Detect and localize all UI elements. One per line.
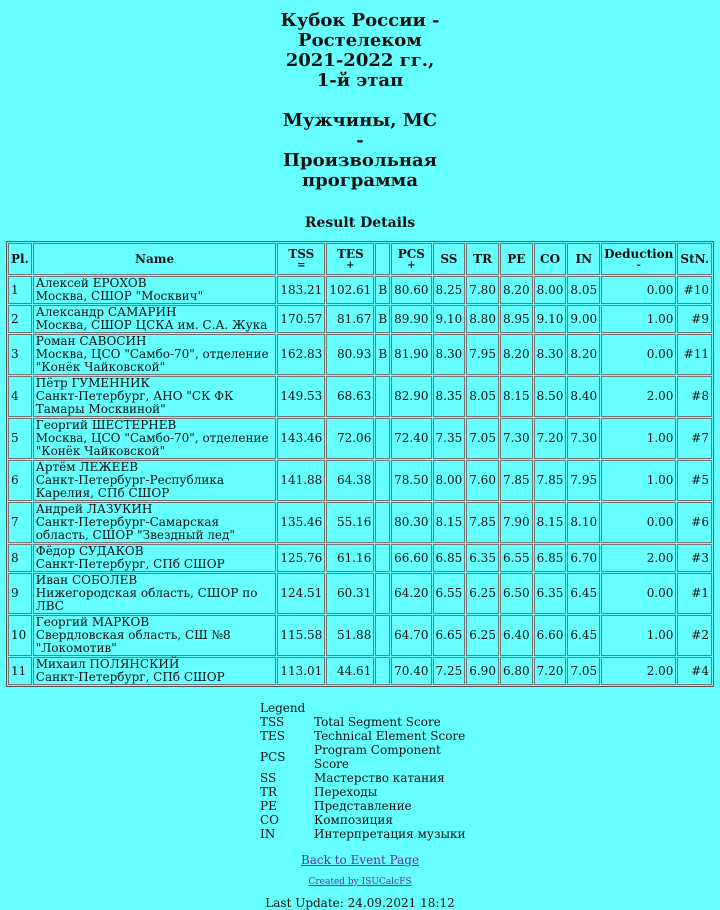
legend-abbr: TES xyxy=(260,729,285,743)
cell-bonus: B xyxy=(375,276,390,304)
cell-tes: 72.06 xyxy=(326,418,374,459)
cell-pcs: 78.50 xyxy=(391,460,431,501)
cell-tes: 55.16 xyxy=(326,502,374,543)
cell-ss: 6.55 xyxy=(433,573,466,614)
cell-ss: 8.15 xyxy=(433,502,466,543)
legend-abbr: PE xyxy=(260,799,277,813)
cell-name xyxy=(33,573,277,614)
col-header-start-number: StN. xyxy=(677,243,712,275)
legend-abbr: PCS xyxy=(260,750,286,764)
event-title-line: 1-й этап xyxy=(316,70,404,91)
cell-place: 8 xyxy=(8,544,32,572)
cell-tes: 102.61 xyxy=(326,276,374,304)
legend-item xyxy=(258,785,468,799)
category-title-line: Произвольная xyxy=(283,150,437,171)
cell-bonus xyxy=(375,376,390,417)
cell-deduction: 1.00 xyxy=(601,305,676,333)
cell-co: 8.30 xyxy=(534,334,567,375)
cell-tr: 7.05 xyxy=(466,418,499,459)
cell-tss: 141.88 xyxy=(277,460,325,501)
cell-in: 8.10 xyxy=(567,502,600,543)
table-row xyxy=(8,376,712,417)
cell-deduction: 0.00 xyxy=(601,502,676,543)
cell-tes: 61.16 xyxy=(326,544,374,572)
cell-deduction: 1.00 xyxy=(601,418,676,459)
skater-club: Москва, СШОР ЦСКА им. С.А. Жука xyxy=(35,318,268,332)
table-row xyxy=(8,418,712,459)
cell-tr: 7.80 xyxy=(466,276,499,304)
cell-tes: 44.61 xyxy=(326,657,374,685)
cell-pe: 6.55 xyxy=(500,544,533,572)
cell-tss: 143.46 xyxy=(277,418,325,459)
cell-co: 6.60 xyxy=(534,615,567,656)
legend-item xyxy=(258,799,468,813)
cell-bonus xyxy=(375,418,390,459)
legend-item xyxy=(258,813,468,827)
legend-desc: Представление xyxy=(314,799,412,813)
legend-abbr: TR xyxy=(260,785,278,799)
skater-name: Артём ЛЕЖЕЕВ xyxy=(35,460,139,474)
cell-place: 10 xyxy=(8,615,32,656)
cell-tr: 6.25 xyxy=(466,573,499,614)
skater-club: Санкт-Петербург-Республика Карелия, СПб СШОР xyxy=(35,473,225,500)
cell-ss: 8.30 xyxy=(433,334,466,375)
cell-tr: 8.05 xyxy=(466,376,499,417)
cell-ss: 8.35 xyxy=(433,376,466,417)
cell-ss: 6.85 xyxy=(433,544,466,572)
cell-start-number: #4 xyxy=(677,657,712,685)
skater-name: Георгий ШЕСТЕРНЕВ xyxy=(35,418,177,432)
cell-name xyxy=(33,276,277,304)
cell-ss: 7.25 xyxy=(433,657,466,685)
cell-co: 7.20 xyxy=(534,418,567,459)
cell-pe: 8.95 xyxy=(500,305,533,333)
cell-pe: 8.15 xyxy=(500,376,533,417)
col-header-tr: TR xyxy=(466,243,499,275)
cell-place: 6 xyxy=(8,460,32,501)
table-row xyxy=(8,276,712,304)
results-table xyxy=(6,241,714,687)
legend-title-row xyxy=(258,701,468,715)
legend-abbr: SS xyxy=(260,771,277,785)
cell-pcs: 80.30 xyxy=(391,502,431,543)
cell-tr: 6.35 xyxy=(466,544,499,572)
cell-start-number: #3 xyxy=(677,544,712,572)
cell-co: 7.85 xyxy=(534,460,567,501)
cell-name xyxy=(33,502,277,543)
cell-start-number: #9 xyxy=(677,305,712,333)
cell-pe: 6.80 xyxy=(500,657,533,685)
cell-tss: 115.58 xyxy=(277,615,325,656)
col-header-name: Name xyxy=(33,243,277,275)
col-header-place: Pl. xyxy=(8,243,32,275)
skater-club: Свердловская область, СШ №8 "Локомотив" xyxy=(35,628,231,655)
cell-place: 3 xyxy=(8,334,32,375)
cell-pcs: 89.90 xyxy=(391,305,431,333)
col-header-pcs xyxy=(391,243,431,275)
skater-name: Александр САМАРИН xyxy=(35,305,177,319)
col-header-pcs-sign: + xyxy=(407,259,416,271)
col-header-pe: PE xyxy=(500,243,533,275)
skater-name: Роман САВОСИН xyxy=(35,334,147,348)
col-header-tss-sign: = xyxy=(297,259,306,271)
col-header-tes-label: TES xyxy=(336,246,364,261)
skater-club: Москва, ЦСО "Самбо-70", отделение "Конёк Чайковской" xyxy=(35,431,269,458)
skater-name: Андрей ЛАЗУКИН xyxy=(35,502,153,516)
cell-tss: 183.21 xyxy=(277,276,325,304)
result-details-heading: Result Details xyxy=(304,215,416,231)
cell-place: 7 xyxy=(8,502,32,543)
cell-co: 7.20 xyxy=(534,657,567,685)
col-header-deduction xyxy=(601,243,676,275)
table-row xyxy=(8,544,712,572)
table-header-row xyxy=(8,243,712,275)
cell-co: 6.85 xyxy=(534,544,567,572)
col-header-co: CO xyxy=(534,243,567,275)
cell-tes: 60.31 xyxy=(326,573,374,614)
legend-desc: Интерпретация музыки xyxy=(314,827,466,841)
cell-start-number: #8 xyxy=(677,376,712,417)
col-header-tss xyxy=(277,243,325,275)
table-row xyxy=(8,334,712,375)
event-title-line: Ростелеком xyxy=(298,30,422,51)
skater-club: Москва, ЦСО "Самбо-70", отделение "Конёк Чайковской" xyxy=(35,347,269,374)
category-title-line: программа xyxy=(302,170,418,191)
cell-tr: 7.95 xyxy=(466,334,499,375)
legend-desc: Total Segment Score xyxy=(314,715,441,729)
cell-tss: 149.53 xyxy=(277,376,325,417)
cell-in: 8.20 xyxy=(567,334,600,375)
cell-ss: 8.25 xyxy=(433,276,466,304)
cell-tr: 6.90 xyxy=(466,657,499,685)
skater-name: Георгий МАРКОВ xyxy=(35,615,150,629)
cell-name xyxy=(33,334,277,375)
cell-pcs: 80.60 xyxy=(391,276,431,304)
cell-name xyxy=(33,544,277,572)
cell-in: 6.45 xyxy=(567,573,600,614)
cell-ss: 7.35 xyxy=(433,418,466,459)
cell-place: 4 xyxy=(8,376,32,417)
legend-desc: Program Component Score xyxy=(314,743,441,771)
cell-place: 2 xyxy=(8,305,32,333)
cell-in: 7.95 xyxy=(567,460,600,501)
back-to-event-link[interactable]: Back to Event Page xyxy=(300,853,420,867)
event-title xyxy=(0,0,720,91)
cell-start-number: #1 xyxy=(677,573,712,614)
skater-name: Фёдор СУДАКОВ xyxy=(35,544,144,558)
col-header-tss-label: TSS xyxy=(288,246,315,261)
cell-in: 6.70 xyxy=(567,544,600,572)
col-header-deduction-label: Deduction xyxy=(604,246,674,261)
cell-bonus xyxy=(375,615,390,656)
cell-tss: 170.57 xyxy=(277,305,325,333)
event-title-line: Кубок России - xyxy=(280,10,440,31)
cell-tss: 124.51 xyxy=(277,573,325,614)
category-title xyxy=(0,111,720,191)
cell-pcs: 70.40 xyxy=(391,657,431,685)
cell-pcs: 81.90 xyxy=(391,334,431,375)
cell-in: 8.05 xyxy=(567,276,600,304)
cell-deduction: 0.00 xyxy=(601,276,676,304)
cell-deduction: 2.00 xyxy=(601,544,676,572)
cell-deduction: 1.00 xyxy=(601,460,676,501)
skater-club: Санкт-Петербург-Самарская область, СШОР "Звездный лед" xyxy=(35,515,235,542)
cell-ss: 8.00 xyxy=(433,460,466,501)
cell-place: 11 xyxy=(8,657,32,685)
cell-tr: 7.60 xyxy=(466,460,499,501)
cell-tss: 113.01 xyxy=(277,657,325,685)
cell-co: 9.10 xyxy=(534,305,567,333)
cell-name xyxy=(33,305,277,333)
cell-in: 7.05 xyxy=(567,657,600,685)
cell-bonus: B xyxy=(375,305,390,333)
col-header-tes xyxy=(326,243,374,275)
cell-pe: 7.30 xyxy=(500,418,533,459)
cell-start-number: #2 xyxy=(677,615,712,656)
table-row xyxy=(8,573,712,614)
cell-name xyxy=(33,460,277,501)
legend-item xyxy=(258,743,468,771)
created-by-container xyxy=(0,877,720,887)
cell-tss: 162.83 xyxy=(277,334,325,375)
category-title-line: - xyxy=(356,130,364,151)
cell-tss: 125.76 xyxy=(277,544,325,572)
legend-desc: Technical Element Score xyxy=(314,729,466,743)
cell-pcs: 72.40 xyxy=(391,418,431,459)
cell-name xyxy=(33,615,277,656)
cell-pe: 7.90 xyxy=(500,502,533,543)
legend-abbr: CO xyxy=(260,813,280,827)
legend-item xyxy=(258,715,468,729)
cell-co: 8.50 xyxy=(534,376,567,417)
cell-name xyxy=(33,657,277,685)
legend-abbr: TSS xyxy=(260,715,285,729)
cell-tr: 6.25 xyxy=(466,615,499,656)
cell-bonus xyxy=(375,544,390,572)
skater-name: Алексей ЕРОХОВ xyxy=(35,276,147,290)
col-header-deduction-sign: - xyxy=(636,259,641,271)
cell-deduction: 2.00 xyxy=(601,376,676,417)
legend-table xyxy=(258,701,468,841)
col-header-bonus xyxy=(375,243,390,275)
cell-pe: 8.20 xyxy=(500,276,533,304)
last-update-text: Last Update: 24.09.2021 18:12 xyxy=(265,896,455,910)
col-header-in: IN xyxy=(567,243,600,275)
cell-tr: 8.80 xyxy=(466,305,499,333)
cell-in: 6.45 xyxy=(567,615,600,656)
cell-start-number: #10 xyxy=(677,276,712,304)
cell-place: 5 xyxy=(8,418,32,459)
created-by-link[interactable]: Created by ISUCalcFS xyxy=(308,877,412,887)
table-row xyxy=(8,502,712,543)
cell-co: 8.00 xyxy=(534,276,567,304)
cell-place: 9 xyxy=(8,573,32,614)
skater-club: Санкт-Петербург, СПб СШОР xyxy=(35,557,225,571)
cell-deduction: 2.00 xyxy=(601,657,676,685)
legend-title: Legend xyxy=(260,701,306,715)
skater-name: Михаил ПОЛЯНСКИЙ xyxy=(35,657,180,671)
cell-start-number: #5 xyxy=(677,460,712,501)
legend-item xyxy=(258,771,468,785)
cell-deduction: 0.00 xyxy=(601,573,676,614)
cell-start-number: #6 xyxy=(677,502,712,543)
cell-ss: 9.10 xyxy=(433,305,466,333)
skater-name: Иван СОБОЛЕВ xyxy=(35,573,138,587)
legend-desc: Мастерство катания xyxy=(314,771,445,785)
legend-item xyxy=(258,827,468,841)
back-link-container xyxy=(0,853,720,867)
table-row xyxy=(8,305,712,333)
legend-desc: Переходы xyxy=(314,785,378,799)
cell-name xyxy=(33,418,277,459)
cell-co: 8.15 xyxy=(534,502,567,543)
table-row xyxy=(8,615,712,656)
cell-start-number: #7 xyxy=(677,418,712,459)
skater-club: Москва, СШОР "Москвич" xyxy=(35,289,204,303)
legend-item xyxy=(258,729,468,743)
cell-pe: 8.20 xyxy=(500,334,533,375)
col-header-tes-sign: + xyxy=(346,259,355,271)
table-row xyxy=(8,657,712,685)
cell-in: 7.30 xyxy=(567,418,600,459)
cell-in: 9.00 xyxy=(567,305,600,333)
cell-bonus xyxy=(375,502,390,543)
cell-tes: 80.93 xyxy=(326,334,374,375)
cell-tes: 64.38 xyxy=(326,460,374,501)
cell-in: 8.40 xyxy=(567,376,600,417)
cell-pcs: 64.20 xyxy=(391,573,431,614)
skater-name: Пётр ГУМЕННИК xyxy=(35,376,150,390)
cell-pcs: 82.90 xyxy=(391,376,431,417)
cell-tes: 51.88 xyxy=(326,615,374,656)
cell-deduction: 1.00 xyxy=(601,615,676,656)
col-header-pcs-label: PCS xyxy=(397,246,425,261)
cell-bonus xyxy=(375,460,390,501)
cell-bonus xyxy=(375,657,390,685)
cell-start-number: #11 xyxy=(677,334,712,375)
cell-place: 1 xyxy=(8,276,32,304)
cell-name xyxy=(33,376,277,417)
cell-pcs: 66.60 xyxy=(391,544,431,572)
cell-pe: 7.85 xyxy=(500,460,533,501)
cell-pe: 6.50 xyxy=(500,573,533,614)
event-title-line: 2021-2022 гг., xyxy=(285,50,435,71)
legend-desc: Композиция xyxy=(314,813,393,827)
skater-club: Нижегородская область, СШОР по ЛВС xyxy=(35,586,258,613)
table-row xyxy=(8,460,712,501)
col-header-ss: SS xyxy=(433,243,466,275)
cell-tes: 68.63 xyxy=(326,376,374,417)
skater-club: Санкт-Петербург, АНО "СК ФК Тамары Москвиной" xyxy=(35,389,234,416)
cell-ss: 6.65 xyxy=(433,615,466,656)
legend-abbr: IN xyxy=(260,827,276,841)
cell-bonus: B xyxy=(375,334,390,375)
skater-club: Санкт-Петербург, СПб СШОР xyxy=(35,670,225,684)
cell-deduction: 0.00 xyxy=(601,334,676,375)
cell-tr: 7.85 xyxy=(466,502,499,543)
cell-pcs: 64.70 xyxy=(391,615,431,656)
cell-co: 6.35 xyxy=(534,573,567,614)
cell-tes: 81.67 xyxy=(326,305,374,333)
category-title-line: Мужчины, МС xyxy=(282,110,438,131)
cell-pe: 6.40 xyxy=(500,615,533,656)
cell-bonus xyxy=(375,573,390,614)
cell-tss: 135.46 xyxy=(277,502,325,543)
